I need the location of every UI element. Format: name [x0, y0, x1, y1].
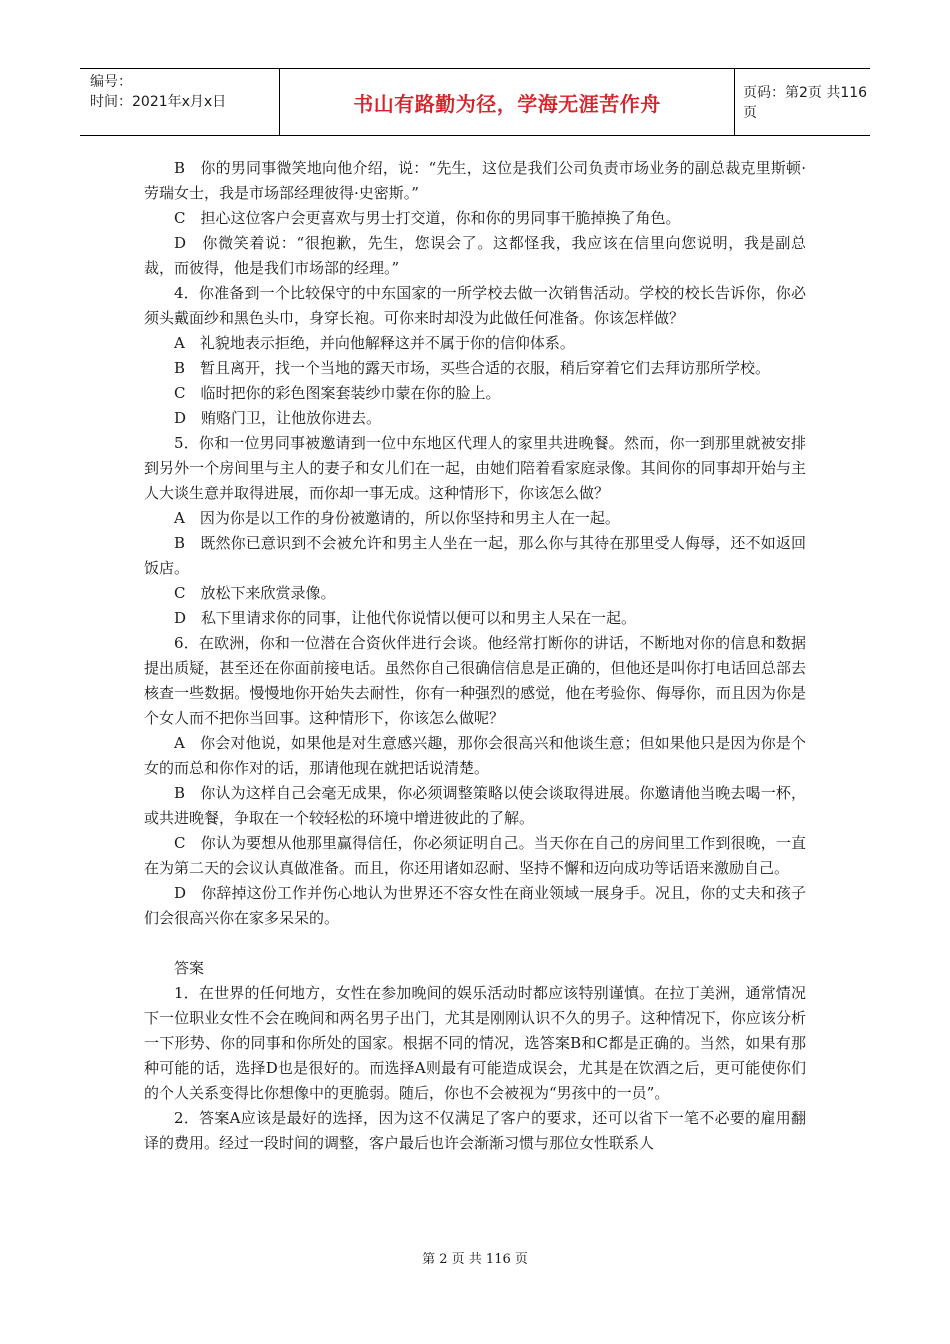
page-header: [80, 68, 870, 136]
header-motto: 书山有路勤为径，学海无涯苦作舟: [280, 69, 735, 135]
paragraph: D 私下里请求你的同事，让他代你说情以便可以和男主人呆在一起。: [174, 609, 637, 627]
paragraph: D 你微笑着说：“很抱歉，先生，您误会了。这都怪我，我应该在信里向您说明，我是副总裁，而彼得，他是我们市场部的经理。”: [144, 234, 806, 277]
paragraph: A 你会对他说，如果他是对生意感兴趣，那你会很高兴和他谈生意；但如果他只是因为你是个女的而总和你作对的话，那请他现在就把话说清楚。: [144, 734, 806, 777]
paragraph: D 贿赂门卫，让他放你进去。: [174, 409, 382, 427]
paragraph: C 担心这位客户会更喜欢与男士打交道，你和你的男同事干脆掉换了角色。: [174, 209, 681, 227]
paragraph: B 既然你已意识到不会被允许和男主人坐在一起，那么你与其待在那里受人侮辱，还不如返回饭店。: [144, 534, 806, 577]
paragraph: A 礼貌地表示拒绝，并向他解释这并不属于你的信仰体系。: [174, 334, 575, 352]
answer-paragraph: 1．在世界的任何地方，女性在参加晚间的娱乐活动时都应该特别谨慎。在拉丁美洲，通常情况下一位职业女性不会在晚间和两名男子出门，尤其是刚刚认识不久的男子。这种情况下，你应该分析一下形势、你的同事和你所处的国家。根据不同的情况，选答案B和C都是正确的。当然，如果有那种可能的话，选择D也是很好的。而选择A则最有可能造成误会，尤其是在饮酒之后，更可能使你们的个人关系变得比你想像中的更脆弱。随后，你也不会被视为“男孩中的一员”。: [144, 984, 806, 1102]
answers-heading: 答案: [174, 959, 205, 977]
paragraph: 5．你和一位男同事被邀请到一位中东地区代理人的家里共进晚餐。然而，你一到那里就被安排到另外一个房间里与主人的妻子和女儿们在一起，由她们陪着看家庭录像。其间你的同事却开始与主人大谈生意并取得进展，而你却一事无成。这种情形下，你该怎么做？: [144, 434, 806, 502]
paragraph: D 你辞掉这份工作并伤心地认为世界还不容女性在商业领域一展身手。况且，你的丈夫和孩子们会很高兴你在家多呆呆的。: [144, 884, 806, 927]
header-page-number: 页码：第2页 共116页: [743, 85, 868, 121]
document-number-label: 编号：: [90, 74, 132, 90]
paragraph: C 临时把你的彩色图案套装纱巾蒙在你的脸上。: [174, 384, 501, 402]
paragraph: 4．你准备到一个比较保守的中东国家的一所学校去做一次销售活动。学校的校长告诉你，你必须头戴面纱和黑色头巾，身穿长袍。可你来时却没为此做任何准备。你该怎样做？: [144, 284, 806, 327]
document-body: [144, 156, 806, 1156]
answer-paragraph: 2．答案A应该是最好的选择，因为这不仅满足了客户的要求，还可以省下一笔不必要的雇用翻译的费用。经过一段时间的调整，客户最后也许会渐渐习惯与那位女性联系人: [144, 1109, 806, 1152]
paragraph: C 放松下来欣赏录像。: [174, 584, 336, 602]
header-meta: [80, 69, 280, 135]
paragraph: B 你认为这样自己会毫无成果，你必须调整策略以使会谈取得进展。你邀请他当晚去喝一杯，或共进晚餐，争取在一个较轻松的环境中增进彼此的了解。: [144, 784, 806, 827]
page-footer: 第 2 页 共 116 页: [422, 1252, 528, 1267]
paragraph: C 你认为要想从他那里赢得信任，你必须证明自己。当天你在自己的房间里工作到很晚，一直在为第二天的会议认真做准备。而且，你还用诸如忍耐、坚持不懈和迈向成功等话语来激励自己。: [144, 834, 806, 877]
paragraph: A 因为你是以工作的身份被邀请的，所以你坚持和男主人在一起。: [174, 509, 620, 527]
paragraph: 6．在欧洲，你和一位潜在合资伙伴进行会谈。他经常打断你的讲话，不断地对你的信息和数据提出质疑，甚至还在你面前接电话。虽然你自己很确信信息是正确的，但他还是叫你打电话回总部去核查一些数据。慢慢地你开始失去耐性，你有一种强烈的感觉，他在考验你、侮辱你，而且因为你是个女人而不把你当回事。这种情形下，你该怎么做呢？: [144, 634, 806, 727]
paragraph: B 暂且离开，找一个当地的露天市场，买些合适的衣服，稍后穿着它们去拜访那所学校。: [174, 359, 771, 377]
paragraph: B 你的男同事微笑地向他介绍，说：“先生，这位是我们公司负责市场业务的副总裁克里斯顿·劳瑞女士，我是市场部经理彼得·史密斯。”: [144, 159, 806, 202]
document-date-label: 时间：2021年x月x日: [90, 94, 227, 110]
